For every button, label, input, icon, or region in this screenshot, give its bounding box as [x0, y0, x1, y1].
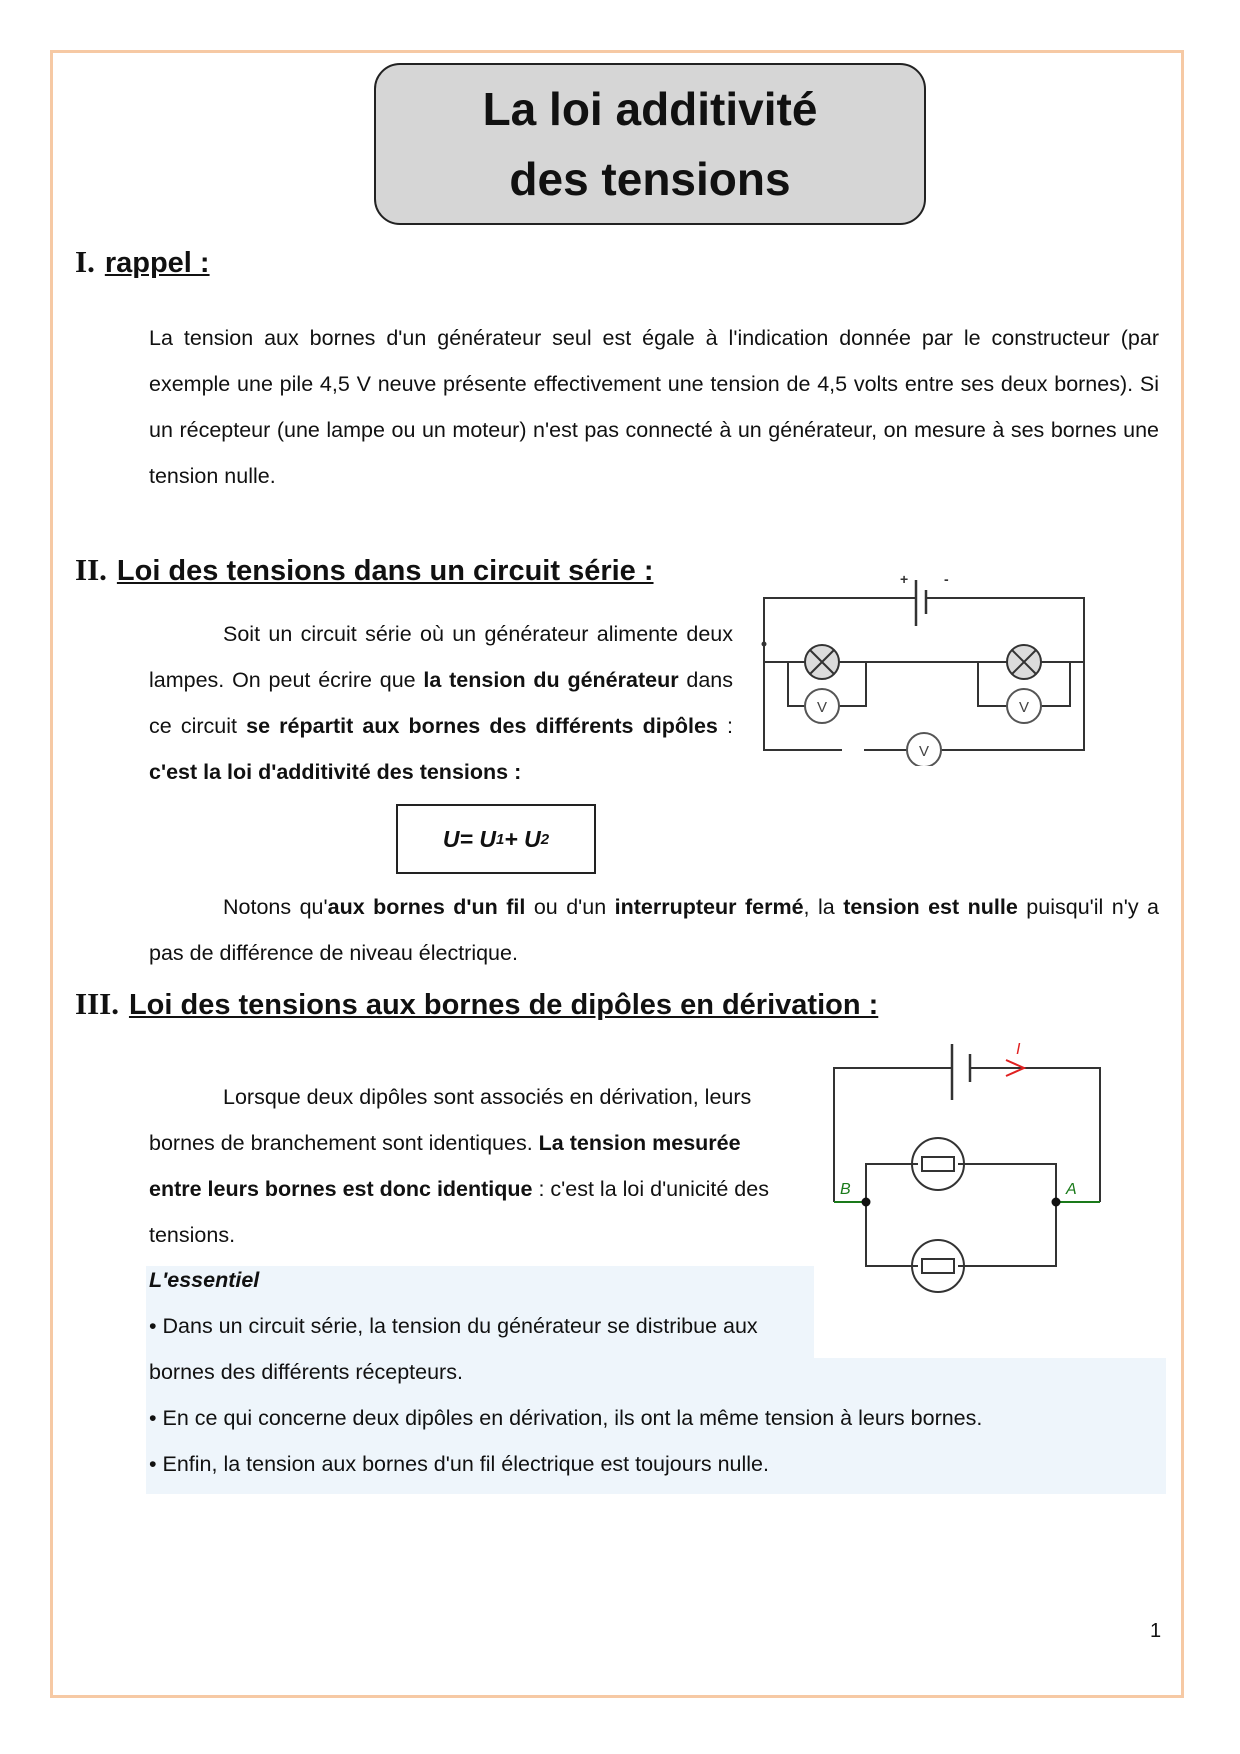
section3-paragraph — [149, 1074, 789, 1258]
voltmeter3-label: V — [918, 743, 930, 760]
s3p1-bold-b: La tension mesurée entre leurs bornes est donc identique — [149, 1131, 741, 1201]
essentiel-title: L'essentiel — [149, 1268, 260, 1292]
s2p2-text-e: , la — [803, 895, 844, 919]
s2p2-bold-f: tension est nulle — [843, 895, 1018, 919]
section2-paragraph1 — [149, 611, 733, 795]
battery-plus-label: + — [900, 571, 909, 587]
section2-number: II. — [75, 552, 107, 587]
parallel-circuit-diagram — [826, 1036, 1106, 1298]
section3-heading — [75, 986, 878, 1022]
section1-title: rappel : — [104, 247, 210, 279]
voltmeter1-label: V — [816, 699, 828, 716]
s2p2-bold-b: aux bornes d'un fil — [327, 895, 526, 919]
section2-heading — [75, 552, 654, 588]
essentiel-line3: • En ce qui concerne deux dipôles en dérivation, ils ont la même tension à leurs bornes. — [149, 1406, 983, 1430]
node-b-label: B — [840, 1181, 851, 1198]
section1-number: I. — [75, 244, 95, 279]
essentiel-line2: bornes des différents récepteurs. — [149, 1360, 463, 1384]
section1-heading — [75, 244, 210, 280]
s2p2-text-g: puisqu'il n'y a pas de différence de niveau électrique. — [149, 895, 1160, 965]
s2p1-text-e: : — [717, 714, 733, 738]
voltmeter2-label: V — [1018, 699, 1030, 716]
series-circuit-diagram — [758, 566, 1096, 766]
formula-box — [396, 804, 596, 874]
s2p2-bold-d: interrupteur fermé — [614, 895, 804, 919]
formula-plus-u: + U — [504, 825, 541, 852]
title-box — [374, 63, 926, 225]
section1-paragraph: La tension aux bornes d'un générateur seul est égale à l'indication donnée par le constructeur (par exemple une pile 4,5 V neuve présente effectivement une tension de 4,5 volts entre ses deux bornes). Si un récepteur (une lampe ou un moteur) n'est pas connecté à un générateur, on mesure à ses bornes une tension nulle. — [149, 326, 1159, 488]
battery-minus-label: - — [944, 571, 949, 587]
section2-title: Loi des tensions dans un circuit série : — [116, 555, 654, 587]
node-a-label: A — [1066, 1181, 1077, 1198]
s3p1-text-c: : c'est la loi d'unicité des tensions. — [149, 1177, 769, 1247]
current-label: I — [1016, 1041, 1021, 1058]
s2p1-bold-f: c'est la loi d'additivité des tensions : — [149, 760, 522, 784]
s3p1-text-a: Lorsque deux dipôles sont associés en dérivation, leurs bornes de branchement sont identiques. — [149, 1085, 752, 1155]
essentiel-line4: • Enfin, la tension aux bornes d'un fil électrique est toujours nulle. — [149, 1452, 769, 1476]
page-title: La loi additivité des tensions — [482, 83, 818, 205]
s2p1-text-a: Soit un circuit série où un générateur alimente deux lampes. On peut écrire que — [149, 622, 733, 692]
section3-number: III. — [75, 986, 119, 1021]
section3-title: Loi des tensions aux bornes de dipôles en dérivation : — [128, 989, 879, 1021]
s2p1-bold-d: se répartit aux bornes des différents dipôles — [246, 714, 718, 738]
s2p1-bold-b: la tension du générateur — [423, 668, 679, 692]
formula-sub2: 2 — [540, 830, 550, 848]
formula-sub1: 1 — [495, 830, 505, 848]
s2p2-text-a: Notons qu' — [223, 895, 328, 919]
s2p1-text-c: dans ce circuit — [149, 668, 733, 738]
essentiel-line1: • Dans un circuit série, la tension du générateur se distribue aux — [149, 1314, 758, 1338]
formula-u: U= U — [442, 825, 496, 852]
section2-paragraph2 — [149, 884, 1159, 976]
s2p2-text-c: ou d'un — [525, 895, 615, 919]
page-number: 1 — [1150, 1620, 1162, 1642]
